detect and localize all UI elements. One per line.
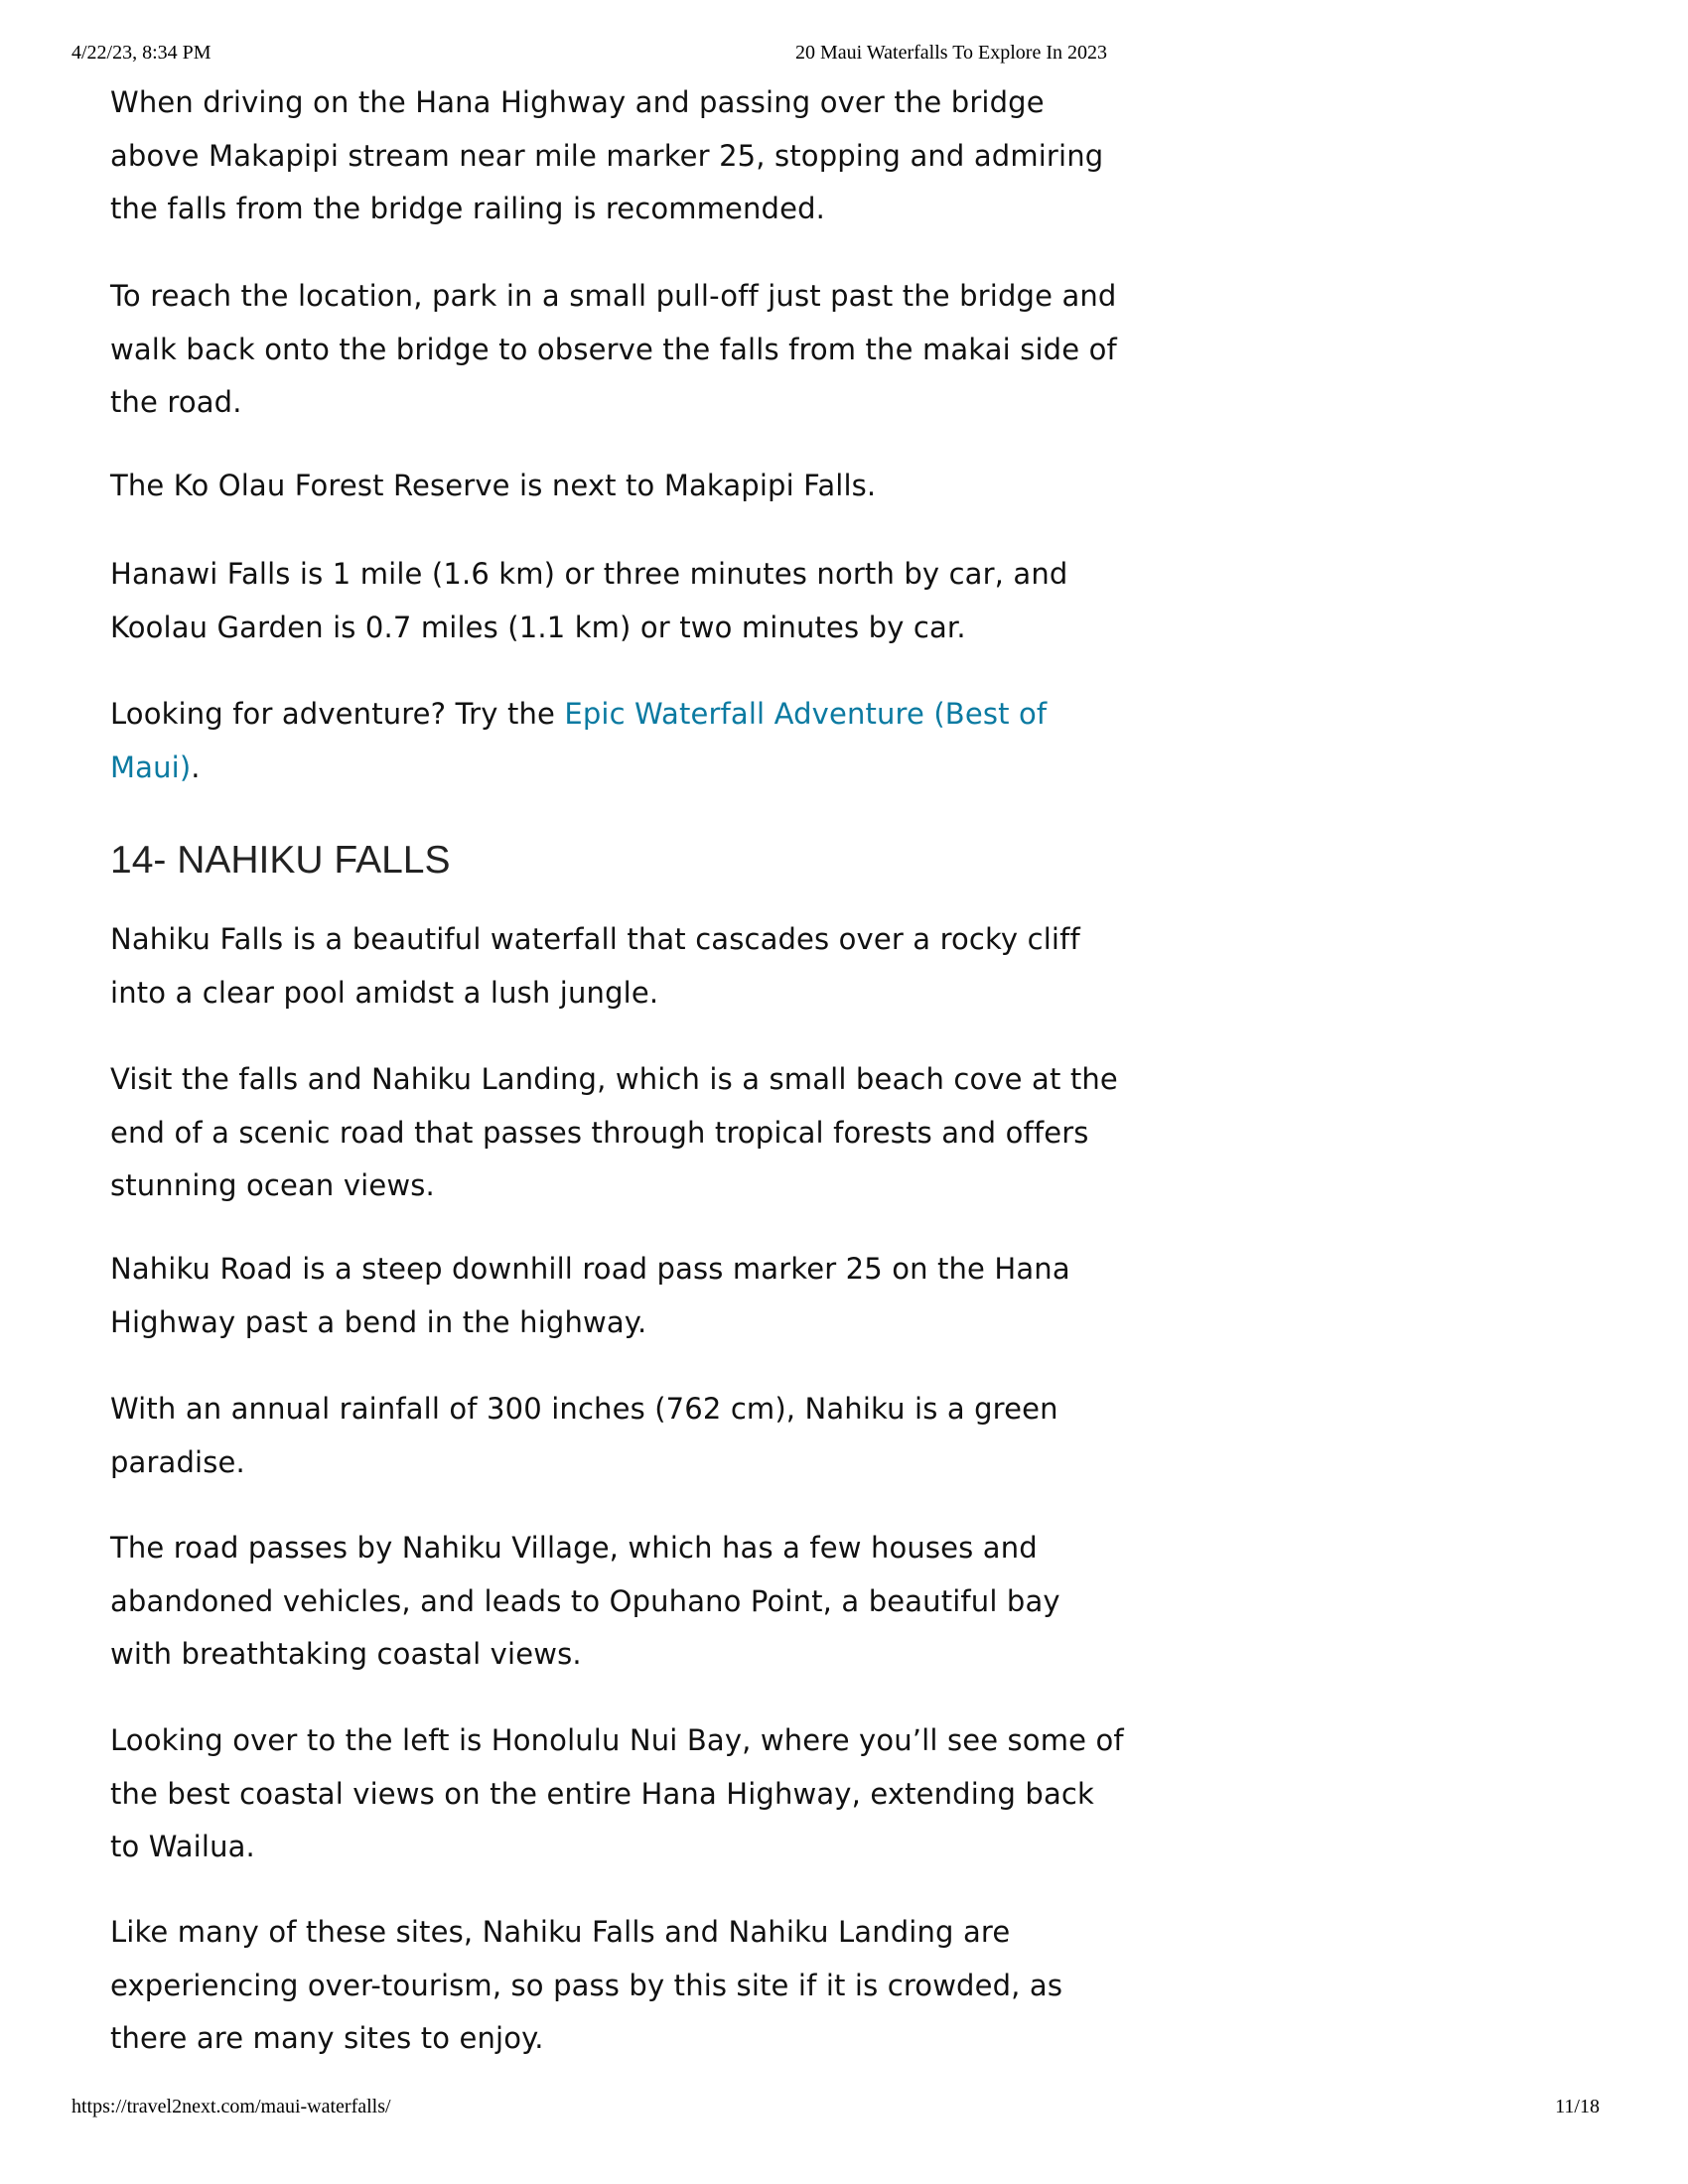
epic-waterfall-adventure-link[interactable]: Epic Waterfall Adventure (Best of [564, 697, 1048, 731]
paragraph [110, 1053, 1118, 1213]
text-line: end of a scenic road that passes through tropical forests and offers [110, 1115, 1089, 1150]
text-line: the falls from the bridge railing is recommended. [110, 192, 826, 225]
text-line: Like many of these sites, Nahiku Falls and Nahiku Landing are [110, 1915, 1011, 1949]
adventure-paragraph [110, 688, 1047, 794]
print-title: 20 Maui Waterfalls To Explore In 2023 [795, 42, 1107, 64]
text-line: The road passes by Nahiku Village, which has a few houses and [110, 1531, 1038, 1565]
text-line: abandoned vehicles, and leads to Opuhano Point, a beautiful bay [110, 1583, 1060, 1618]
text-line: walk back onto the bridge to observe the falls from the makai side of [110, 332, 1117, 366]
text-line: the road. [110, 385, 242, 419]
text-line: experiencing over-tourism, so pass by this site if it is crowded, as [110, 1968, 1063, 2002]
text-line: When driving on the Hana Highway and passing over the bridge [110, 85, 1045, 119]
text-line: into a clear pool amidst a lush jungle. [110, 975, 659, 1010]
print-url: https://travel2next.com/maui-waterfalls/ [71, 2096, 391, 2117]
paragraph [110, 1522, 1060, 1682]
text-line: Visit the falls and Nahiku Landing, which is a small beach cove at the [110, 1062, 1118, 1096]
text-line: To reach the location, park in a small pull-off just past the bridge and [110, 279, 1117, 313]
paragraph [110, 1243, 1070, 1349]
text-line: stunning ocean views. [110, 1168, 435, 1202]
section-heading: 14- NAHIKU FALLS [110, 839, 451, 882]
paragraph [110, 460, 876, 513]
text-line: Koolau Garden is 0.7 miles (1.1 km) or two minutes by car. [110, 610, 966, 644]
paragraph [110, 913, 1080, 1020]
text-span: Looking for adventure? Try the [110, 697, 565, 731]
text-line: Nahiku Falls is a beautiful waterfall that cascades over a rocky cliff [110, 922, 1080, 956]
paragraph [110, 1906, 1062, 2066]
print-datetime: 4/22/23, 8:34 PM [71, 42, 211, 64]
text-line: Hanawi Falls is 1 mile (1.6 km) or three minutes north by car, and [110, 557, 1068, 591]
text-line: The Ko Olau Forest Reserve is next to Makapipi Falls. [110, 469, 877, 502]
text-line: above Makapipi stream near mile marker 25, stopping and admiring [110, 138, 1104, 173]
text-line: Looking over to the left is Honolulu Nui Bay, where you’ll see some of [110, 1723, 1124, 1757]
text-line: With an annual rainfall of 300 inches (762 cm), Nahiku is a green [110, 1392, 1058, 1426]
text-line: paradise. [110, 1444, 245, 1479]
paragraph [110, 1714, 1124, 1874]
paragraph [110, 76, 1103, 236]
text-line: there are many sites to enjoy. [110, 2021, 544, 2055]
text-line: to Wailua. [110, 1830, 255, 1863]
paragraph [110, 548, 1067, 654]
paragraph [110, 270, 1117, 430]
epic-waterfall-adventure-link-cont[interactable]: Maui) [110, 750, 192, 784]
text-line: the best coastal views on the entire Hana Highway, extending back [110, 1776, 1094, 1811]
text-line: Nahiku Road is a steep downhill road pass marker 25 on the Hana [110, 1252, 1070, 1286]
text-line: with breathtaking coastal views. [110, 1637, 582, 1671]
paragraph [110, 1383, 1058, 1489]
page-number: 11/18 [1555, 2096, 1600, 2117]
text-span: . [191, 750, 201, 784]
text-line: Highway past a bend in the highway. [110, 1304, 647, 1339]
